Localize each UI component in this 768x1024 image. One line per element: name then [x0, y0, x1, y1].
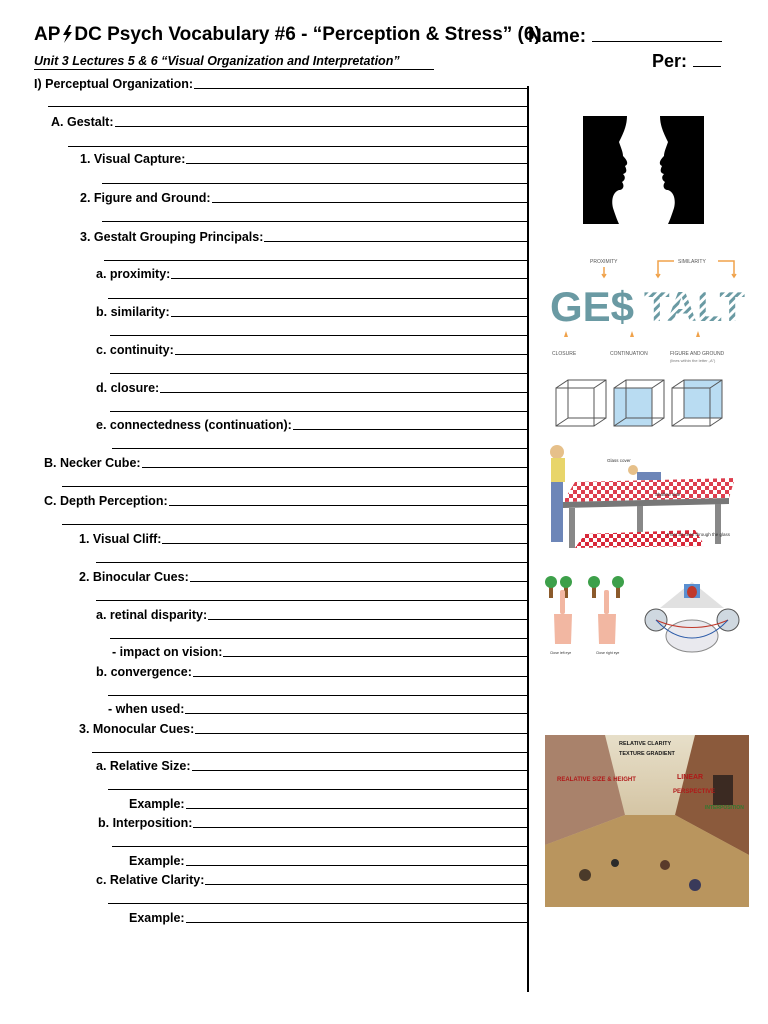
row-impact-on-vision[interactable]: - impact on vision:: [112, 643, 528, 659]
answer-line[interactable]: [96, 600, 528, 601]
answer-blank[interactable]: [186, 162, 528, 164]
label-shallow-side: Shallow side: [655, 492, 681, 497]
row-example-3[interactable]: Example:: [129, 909, 528, 925]
answer-blank[interactable]: [186, 807, 528, 809]
label-continuation: CONTINUATION: [610, 351, 648, 357]
label-closure: CLOSURE: [552, 351, 577, 357]
row-similarity[interactable]: b. similarity:: [96, 303, 528, 319]
answer-blank[interactable]: [212, 201, 528, 203]
row-necker-cube[interactable]: B. Necker Cube:: [44, 454, 528, 470]
label-relative-size-height: REALATIVE SIZE & HEIGHT: [557, 777, 636, 783]
answer-line[interactable]: [48, 106, 528, 107]
gestalt-wordmark-left: GE$: [550, 283, 635, 330]
answer-blank[interactable]: [264, 240, 528, 242]
answer-line[interactable]: [110, 335, 528, 336]
answer-line[interactable]: [102, 221, 528, 222]
answer-line[interactable]: [108, 298, 528, 299]
answer-blank[interactable]: [169, 504, 528, 506]
answer-line[interactable]: [110, 411, 528, 412]
visual-cliff-figure: [545, 438, 745, 550]
subtitle: Unit 3 Lectures 5 & 6 “Visual Organization and Interpretation”: [34, 54, 434, 70]
answer-line[interactable]: [108, 789, 528, 790]
answer-blank[interactable]: [192, 769, 529, 771]
row-figure-ground[interactable]: 2. Figure and Ground:: [80, 189, 528, 205]
answer-line[interactable]: [104, 260, 528, 261]
answer-blank[interactable]: [142, 466, 528, 468]
answer-blank[interactable]: [171, 315, 528, 317]
row-monocular-cues[interactable]: 3. Monocular Cues:: [79, 720, 528, 736]
label-proximity: PROXIMITY: [590, 259, 618, 265]
row-binocular-cues[interactable]: 2. Binocular Cues:: [79, 568, 528, 584]
row-retinal-disparity[interactable]: a. retinal disparity:: [96, 606, 528, 622]
answer-blank[interactable]: [205, 883, 528, 885]
label-relative-clarity: RELATIVE CLARITY: [619, 741, 672, 747]
row-example-2[interactable]: Example:: [129, 852, 528, 868]
answer-blank[interactable]: [160, 391, 528, 393]
answer-blank[interactable]: [175, 353, 528, 355]
answer-line[interactable]: [92, 752, 528, 753]
label-linear: LINEAR: [677, 774, 704, 781]
answer-blank[interactable]: [193, 675, 528, 677]
name-field[interactable]: Name:: [528, 24, 722, 48]
answer-blank[interactable]: [190, 580, 528, 582]
lightning-bolt-icon: [61, 25, 73, 43]
answer-blank[interactable]: [223, 655, 528, 657]
finger-disparity-figure: [544, 576, 630, 656]
row-depth-perception[interactable]: C. Depth Perception:: [44, 492, 528, 508]
answer-blank[interactable]: [185, 712, 528, 714]
row-connectedness[interactable]: e. connectedness (continuation):: [96, 416, 528, 432]
face-vase-figure: [583, 116, 704, 224]
gestalt-principles-figure: [546, 255, 750, 368]
name-blank[interactable]: [592, 24, 722, 42]
answer-line[interactable]: [96, 562, 528, 563]
label-similarity: SIMILARITY: [678, 259, 706, 265]
answer-line[interactable]: [110, 638, 528, 639]
label-texture-gradient: TEXTURE GRADIENT: [619, 751, 675, 757]
answer-blank[interactable]: [195, 732, 528, 734]
row-gestalt[interactable]: A. Gestalt:: [51, 113, 528, 129]
label-floor: Floor as seen through the glass: [667, 532, 731, 537]
row-relative-size[interactable]: a. Relative Size:: [96, 757, 528, 773]
answer-line[interactable]: [108, 903, 528, 904]
answer-blank[interactable]: [186, 864, 528, 866]
answer-line[interactable]: [62, 524, 528, 525]
answer-blank[interactable]: [193, 826, 528, 828]
row-perceptual-organization[interactable]: I) Perceptual Organization:: [34, 75, 528, 91]
row-when-used[interactable]: - when used:: [108, 700, 528, 716]
answer-line[interactable]: [102, 183, 528, 184]
row-example-1[interactable]: Example:: [129, 795, 528, 811]
label-note: (lines within the letter „A”): [670, 358, 716, 363]
row-relative-clarity[interactable]: c. Relative Clarity:: [96, 871, 528, 887]
worksheet-title: AP DC Psych Vocabulary #6 - “Perception & Stress” (6): [34, 24, 541, 45]
row-interposition[interactable]: b. Interposition:: [98, 814, 528, 830]
necker-cube-figure: [554, 378, 726, 428]
answer-blank[interactable]: [162, 542, 528, 544]
answer-line[interactable]: [68, 146, 528, 147]
stereo-vision-figure: [638, 580, 746, 656]
row-continuity[interactable]: c. continuity:: [96, 341, 528, 357]
row-convergence[interactable]: b. convergence:: [96, 663, 528, 679]
answer-blank[interactable]: [171, 277, 528, 279]
answer-blank[interactable]: [194, 87, 528, 89]
label-close-left-eye: Close left eye: [550, 651, 572, 655]
row-closure[interactable]: d. closure:: [96, 379, 528, 395]
label-perspective: PERSPECTIVE: [673, 789, 716, 795]
answer-blank[interactable]: [115, 125, 528, 127]
label-figure-ground: FIGURE AND GROUND: [670, 351, 725, 357]
answer-line[interactable]: [62, 486, 528, 487]
label-glass-cover: Glass cover: [607, 458, 631, 463]
period-field[interactable]: Per:: [652, 50, 721, 72]
row-grouping-principals[interactable]: 3. Gestalt Grouping Principals:: [80, 228, 528, 244]
answer-blank[interactable]: [208, 618, 528, 620]
row-visual-capture[interactable]: 1. Visual Capture:: [80, 150, 528, 166]
period-blank[interactable]: [693, 50, 721, 67]
answer-line[interactable]: [110, 373, 528, 374]
street-painting-figure: [545, 735, 749, 907]
answer-line[interactable]: [112, 448, 528, 449]
gestalt-wordmark-right: TALT: [644, 283, 746, 330]
row-proximity[interactable]: a. proximity:: [96, 265, 528, 281]
answer-line[interactable]: [112, 846, 528, 847]
answer-blank[interactable]: [293, 428, 528, 430]
answer-line[interactable]: [108, 695, 528, 696]
label-close-right-eye: Close right eye: [596, 651, 620, 655]
answer-blank[interactable]: [186, 921, 528, 923]
label-interposition: INTERPOSITION: [705, 805, 744, 811]
row-visual-cliff[interactable]: 1. Visual Cliff:: [79, 530, 528, 546]
